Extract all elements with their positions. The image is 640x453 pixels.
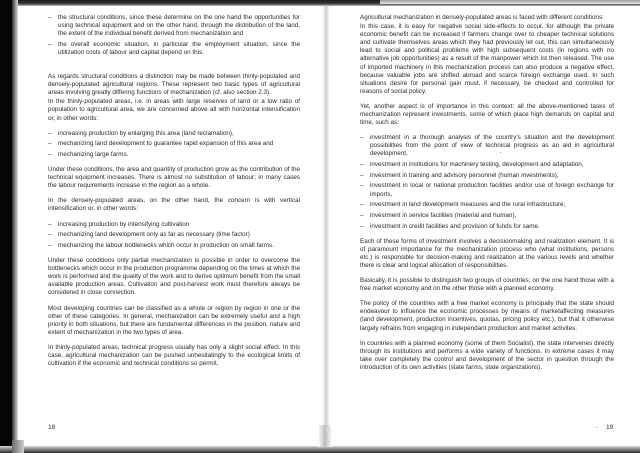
scan-left-edge-shadow [12,0,18,453]
list-item: – investment in a thorough analysis of the country's situation and the development possibilities from the point of view of technical progress as an aid in agricultural development, [360,134,614,158]
paragraph: Most developing countries can be classified as a whole or region by region in one or the other of these categories. In general, mechanization can be extremely useful and a high priority in both situations, but there are fundamental differences in the position, nature and extent of mechanization in the two types of area. [48,304,300,336]
dash-bullet-icon: – [48,241,52,249]
paragraph: Under these conditions only partial mechanization is possible in order to overcome the bottlenecks which occur in the production programme depending on the times at which the work is performed and the quality of the work and to derive optimum benefit from the small available production areas. Cultivation and post-harvest work must therefore always be considered in close connection. [48,257,300,297]
paragraph: Agricultural mechanization in densely-populated areas is faced with different conditions: [360,14,604,21]
dash-bullet-icon: – [48,231,52,239]
paragraph: Under these conditions, the area and quantity of production grow as the contribution of the technical equipment increases. There is almost no substitution of labour; in many cases the labour requirements increase in the region as a whole. [48,166,300,190]
determinants-list [48,14,300,57]
left-page [48,14,300,375]
paragraph: In the densely-populated areas, on the other hand, the concern is with vertical intensification or, in other words: [48,197,300,213]
page-number-left: 18 [48,424,56,431]
dash-bullet-icon: – [360,171,364,179]
page-number-right: 19 [606,424,614,431]
list-item: – investment in institutions for machinery testing, development and adaptation, [360,161,584,169]
scan-speck [596,427,597,428]
scan-speck [500,152,501,153]
dash-bullet-icon: – [48,129,52,137]
scan-top-edge-right [380,0,640,4]
dash-bullet-icon: – [360,211,364,219]
spacer [48,64,300,73]
list-item: – investment in service facilities (material and human), [360,211,517,219]
list-item: – mechanizing large farms. [48,151,129,158]
list-item: – investment in local or national production facilities and/or use of foreign exchange for imports, [360,182,614,198]
paragraph: In thinly-populated areas, technical progress usually has only a slight social effect. In this case, agricultural mechanization can be pushed unhesitatingly to the ecological limits of cultivation if the economic and technical conditions so permit. [48,343,300,368]
scan-speck [172,97,173,98]
investments-list [360,134,614,231]
paragraph: In countries with a planned economy (some of them Socialist), the state intervenes directly through its institutions and performs a wide variety of functions. In extreme cases it may take over completely the control and development of the sector in question through the introduction of its own activities (state farms, state organizations). [360,339,614,371]
list-item: – investment in land development measures and the rural infrastructure, [360,201,566,209]
dash-bullet-icon: – [48,151,52,158]
list-item: – investment in credit facilities and provision of funds for same. [360,222,540,230]
dash-bullet-icon: – [360,161,364,169]
list-item: – mechanizing the labour bottlenecks which occur in production on small farms. [48,241,274,249]
list-item: – increasing production by enlarging this area (land reclamation), [48,129,234,137]
book-gutter-bottom [318,425,332,447]
list-item: – investment in training and advisory personnel (human investments), [360,171,559,179]
book-gutter [322,6,330,446]
paragraph: Yet, another aspect is of importance in this context: all the above-mentioned tasks of mechanization represent investments, some of which place high demands on capital and time, such as: [360,102,614,127]
dash-bullet-icon: – [360,134,364,142]
paragraph: As regards structural conditions a distinction may be made between thinly-populated and densely-populated agricultural regions. These represent two basic types of agricultural areas involving greatly differing functions of mechanization (cf. also section 2.3). [48,73,300,97]
dash-bullet-icon: – [360,222,364,230]
densely-populated-list [48,221,300,250]
dash-bullet-icon: – [48,14,52,21]
dash-bullet-icon: – [360,201,364,209]
paragraph: The policy of the countries with a free market economy is principally that the state should endeavour to influence the economic processes by means of marketaffecting measures (land development, production incentives, quotas, pricing policy etc.), but that it otherwise largely refrains from engaging in independant production and market activites. [360,300,614,332]
thinly-populated-list [48,130,300,159]
list-item: – the overall economic situation, in particular the employment situation, since the utilization costs of labour and capital depend on this. [48,40,300,56]
dash-bullet-icon: – [360,182,364,190]
scan-bottom-edge [0,446,640,453]
list-item: – increasing production by intensifying cultivation [48,220,190,228]
right-page [360,14,614,379]
list-item: – mechanizing land development only as far as necessary (time factor) [48,231,250,239]
dash-bullet-icon: – [48,140,52,148]
paragraph: Basically, it is possible to distinguish two groups of countries; on the one hand those with a free market economy and on the other those with a planned economy. [360,277,614,293]
dash-bullet-icon: – [48,220,52,228]
scan-bottom-left-corner [12,440,24,453]
paragraph: Each of these forms of investment involves a decisionmaking and realization element. It is of paramount importance for the mechanization process who (what institutions, persons etc.) is responsible for decision-making and realization at the various levels and whether there is clear and logical allocation of responsibilities. [360,237,614,269]
dash-bullet-icon: – [48,40,52,48]
list-item: – the structural conditions, since these determine on the one hand the opportunities for using technical equipment and on the other hand, through the distribution of the land, the extent of the individual benefit derived from mechanization and [48,14,300,38]
scan-left-edge [0,0,12,453]
paragraph: In the thinly-populated areas, i.e. in areas with large reserves of land or a low ratio of population to agricultural area, we are concerned above all with horizontal intensification or, in other words: [48,98,300,122]
list-item: – mechanizing land development to guarantee rapid expansion of this area and [48,140,274,148]
paragraph: In this case, it is easy for negative social side-effects to occur, for although the private economic benefit can be increased if farmers change over to cheaper technical solutions and cultivate themselves areas which they had previously let out, this can simultaneously lead to social and political problems with high subsequent costs (in regions with no alternative job opportunities) as a result of the manpower which ist then released. The use of imported machinery in this mechanization process can also produce a negative effect, because valuable jobs are shifted abroad and scarce foreign exchange used. In such situations desire for personal gain must, if necessary, be checked and controlled for reasons of social policy. [360,23,614,95]
